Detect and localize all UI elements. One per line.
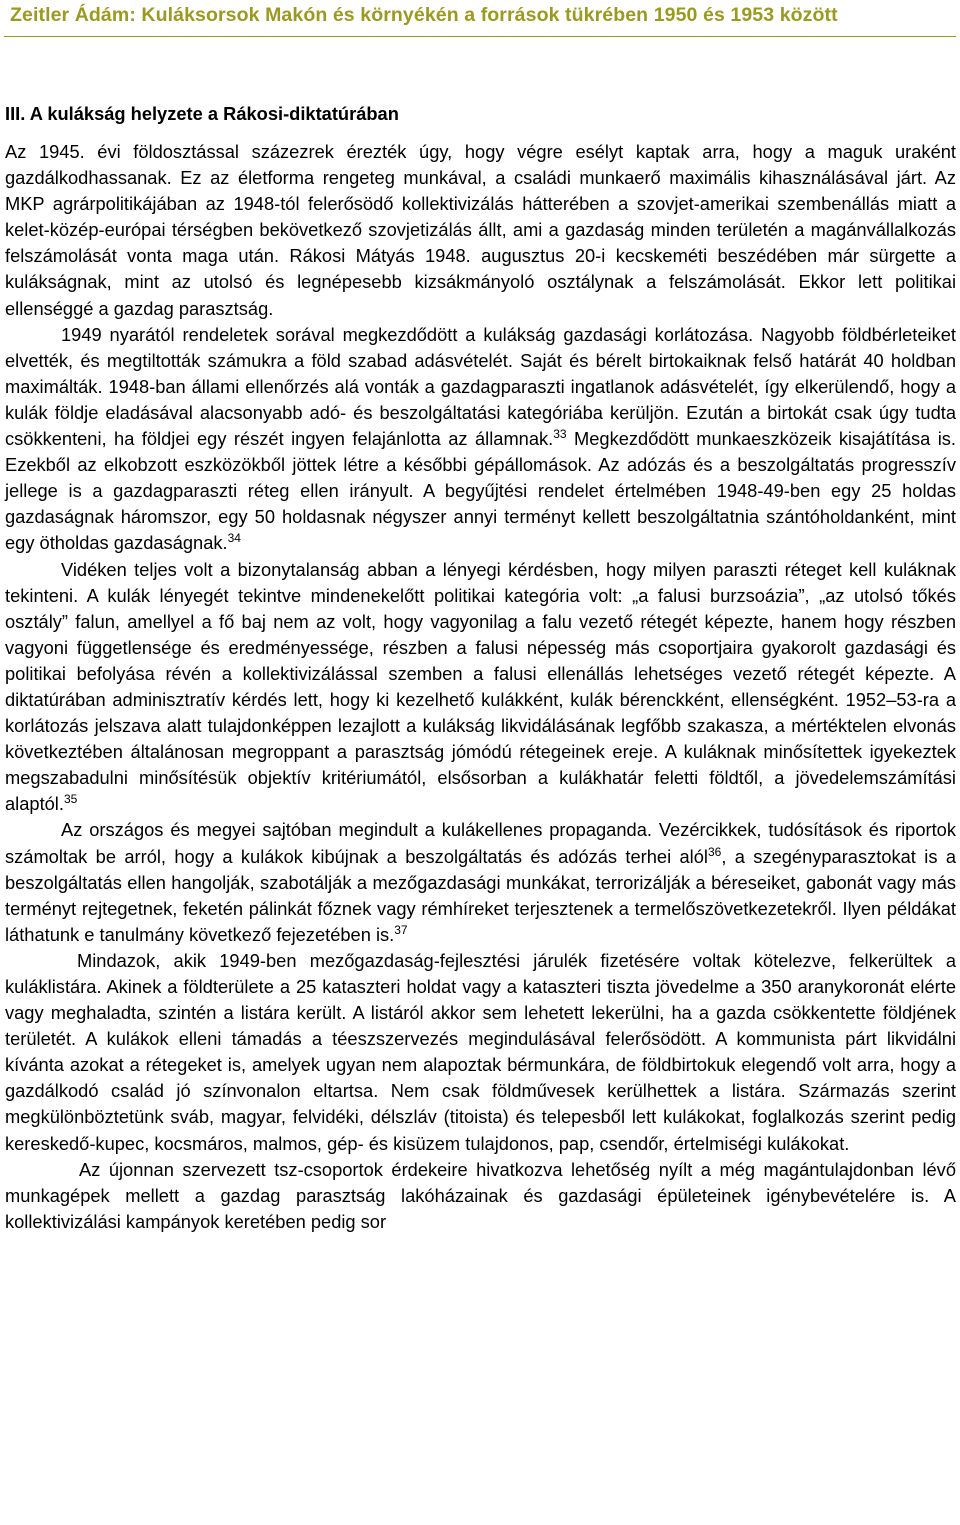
footnote-ref-35[interactable]: 35 <box>63 792 78 807</box>
document-body <box>5 101 956 1235</box>
paragraph-5 <box>5 948 956 1157</box>
header-divider <box>4 36 956 37</box>
paragraph-1 <box>5 139 956 322</box>
paragraph-text: Megkezdődött munkaeszközeik kisajátítása is. Ezekből az elkobzott eszközökből jöttek létre a későbbi gépállomások. Az adózás és a beszolgáltatás progresszív jellege is a gazdagparaszti réteg ellen irányult. A begyűjtési rendelet értelmében 1948-49-ben egy 25 holdas gazdaságnak háromszor, egy 50 holdasnak négyszer annyi terményt kellett beszolgáltatnia szántóholdanként, mint egy ötholdas gazdaságnak. <box>5 428 957 554</box>
footnote-ref-34[interactable]: 34 <box>227 531 241 546</box>
paragraph-text: Az országos és megyei sajtóban megindult a kulákellenes propaganda. Vezércikkek, tudósítások és riportok számoltak be arról, hogy a kulákok kibújnak a beszolgáltatás és adózás terhei alól <box>5 819 956 867</box>
footnote-ref-33[interactable]: 33 <box>553 427 567 442</box>
paragraph-text: Az 1945. évi földosztással százezrek érezték úgy, hogy végre esélyt kaptak arra, hogy a maguk uraként gazdálkodhassanak. Ez az életforma rengeteg munkával, a családi munkaerő maximális kihasználásával járt. Az MKP agrárpolitikájában az 1948-tól felerősödő kollektivizálás hátterében a szovjet-amerikai szembenállás miatt a kelet-közép-európai térségben bekövetkező szovjetizálás állt, ami a gazdaság minden területén a magánvállalkozás felszámolását vonta maga után. Rákosi Mátyás 1948. augusztus 20-i kecskeméti beszédében már sürgette a kulákságnak, mint az utolsó és legnépesebb kizsákmányoló osztálynak a felszámolását. Ekkor lett politikai ellenséggé a gazdag parasztság. <box>5 141 956 319</box>
running-header <box>0 0 960 36</box>
paragraph-text: Vidéken teljes volt a bizonytalanság abban a lényegi kérdésben, hogy milyen paraszti réteget kell kuláknak tekinteni. A kulák lényegét tekintve mindenekelőtt politikai kategória volt: „a falusi burzsoázia”, „az utolsó tőkés osztály” falun, amellyel a fő baj nem az volt, hogy vagyonilag a falu vezető rétegét képezte, hanem hogy részben vagyoni függetlensége és eredményessége, részben a falusi népesség más csoportjaira gyakorolt gazdasági és politikai befolyása révén a kollektivizálással szemben a falusi ellenállás lehetséges vezető rétegét képezte. A diktatúrában adminisztratív kérdés lett, hogy ki kezelhető kulákként, kulák bérenckként, ellenségként. 1952–53-ra a korlátozás jelszava alatt tulajdonképpen lezajlott a kulákság likvidálásának legfőbb szakasza, a mértéktelen elvonás következtében általánosan megroppant a parasztság jómódú rétegeinek ereje. A kuláknak minősítettek igyekeztek megszabadulni minősítésük objektív kritériumától, elsősorban a kulákhatár feletti földtől, a jövedelemszámítási alaptól. <box>5 558 956 815</box>
running-header-title: Zeitler Ádám: Kuláksorsok Makón és környékén a források tükrében 1950 és 1953 között <box>10 4 838 26</box>
paragraph-text: , a szegényparasztokat is a beszolgáltatás ellen hangolják, szabotálják a mezőgazdasági munkákat, terrorizálják a béreseiket, gabonát vagy más terményt rejtegetnek, feketén pálinkát főznek vagy rémhíreket terjesztenek a termelőszövetkezetekről. Ilyen példákat láthatunk e tanulmány következő fejezetében is. <box>5 845 956 945</box>
paragraph-text: Az újonnan szervezett tsz-csoportok érdekeire hivatkozva lehetőség nyílt a még magántulajdonban lévő munkagépek mellett a gazdag parasztság lakóházainak és gazdasági épületeinek igénybevételére is. A kollektivizálási kampányok keretében pedig sor <box>5 1158 956 1232</box>
paragraph-6 <box>5 1157 956 1235</box>
paragraph-3 <box>5 557 956 818</box>
footnote-ref-37[interactable]: 37 <box>394 922 408 937</box>
section-heading: III. A kulákság helyzete a Rákosi-diktatúrában <box>5 103 399 124</box>
paragraph-text: 1949 nyarától rendeletek sorával megkezdődött a kulákság gazdasági korlátozása. Nagyobb földbérleteiket elvették, és megtiltották számukra a föld szabad adásvételét. Saját és bérelt birtokaiknak felső határát 40 holdban maximálták. 1948-ban állami ellenőrzés alá vonták a gazdagparaszti ingatlanok adásvételét, így elkerülendő, hogy a kulák földje eladásával alacsonyabb adó- és beszolgáltatási kategóriába kerüljön. Ezután a birtokát csak úgy tudta csökkenteni, ha földjei egy részét ingyen felajánlotta az államnak. <box>5 323 956 450</box>
paragraph-2 <box>5 322 956 557</box>
paragraph-text: Mindazok, akik 1949-ben mezőgazdaság-fejlesztési járulék fizetésére voltak kötelezve, felkerültek a kuláklistára. Akinek a földterülete a 25 kataszteri holdat vagy a kataszteri tiszta jövedelme a 350 aranykoronát elérte vagy meghaladta, szintén a listára került. A listáról akkor sem lehetett lekerülni, ha a gazda csökkentette földjének területét. A kulákok elleni támadás a téeszszervezés megindulásával felerősödött. A kommunista párt likvidálni kívánta azokat a rétegeket is, amelyek ugyan nem alapoztak bérmunkára, de földbirtokuk elegendő volt arra, hogy a gazdálkodó család jó színvonalon eltartsa. Nem csak földművesek kerülhettek a listára. Származás szerint megkülönböztetünk sváb, magyar, felvidéki, délszláv (titoista) és telepesből lett kulákokat, foglalkozás szerint pedig kereskedő-kupec, kocsmáros, malmos, gép- és kisüzem tulajdonos, pap, csendőr, értelmiségi kulákokat. <box>5 949 956 1154</box>
paragraph-4 <box>5 817 956 947</box>
footnote-ref-36[interactable]: 36 <box>707 844 722 859</box>
